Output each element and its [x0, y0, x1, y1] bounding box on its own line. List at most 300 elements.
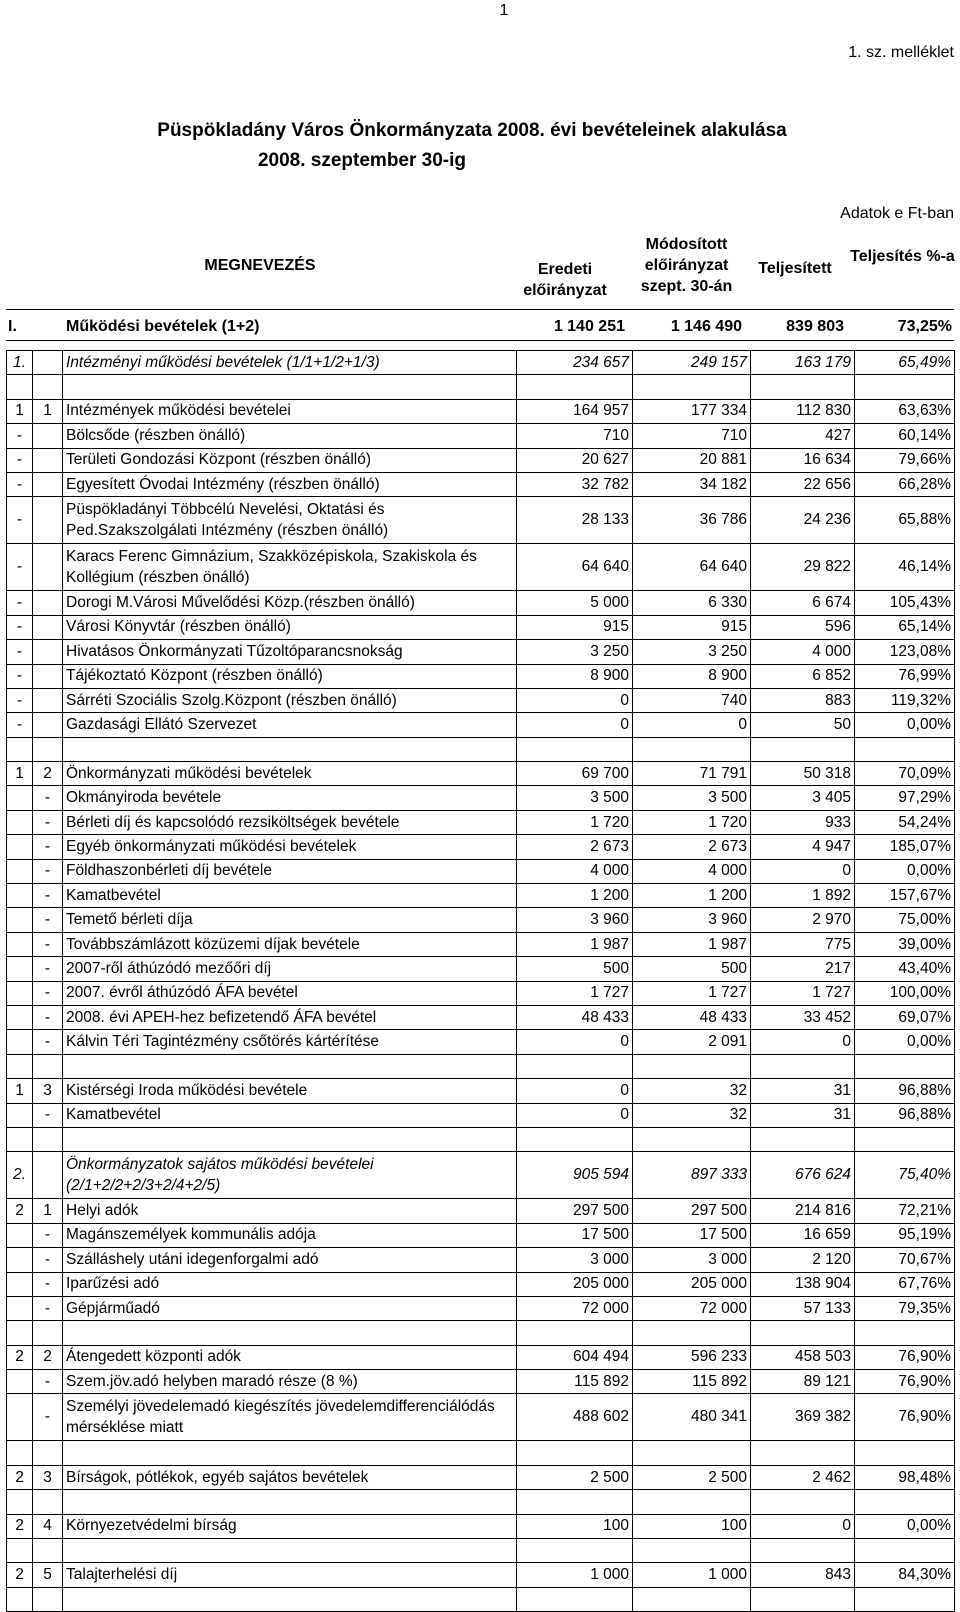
row-label: [63, 1490, 517, 1514]
row-original: 0: [517, 688, 633, 712]
row-percent: 76,90%: [855, 1370, 955, 1394]
row-fulfilled: 933: [751, 810, 855, 834]
section-percent: 73,25%: [897, 318, 952, 335]
row-index: 2: [7, 1199, 33, 1223]
row-label: Bölcsőde (részben önálló): [63, 424, 517, 448]
row-label: Kamatbevétel: [63, 1103, 517, 1127]
row-label: Szálláshely utáni idegenforgalmi adó: [63, 1248, 517, 1272]
row-modified: 17 500: [633, 1223, 751, 1247]
row-index: [7, 1127, 33, 1151]
row-percent: 65,88%: [855, 497, 955, 544]
row-fulfilled: 3 405: [751, 786, 855, 810]
row-label: Szem.jöv.adó helyben maradó része (8 %): [63, 1370, 517, 1394]
row-index: [7, 1321, 33, 1345]
row-fulfilled: 112 830: [751, 399, 855, 423]
row-fulfilled: 6 852: [751, 664, 855, 688]
row-fulfilled: [751, 1127, 855, 1151]
row-percent: 43,40%: [855, 957, 955, 981]
row-modified: 1 720: [633, 810, 751, 834]
row-modified: 100: [633, 1514, 751, 1538]
row-percent: 67,76%: [855, 1272, 955, 1296]
row-subindex: [33, 351, 63, 375]
row-modified: 177 334: [633, 399, 751, 423]
row-fulfilled: 33 452: [751, 1005, 855, 1029]
table-row: [7, 1030, 955, 1054]
row-index: 2: [7, 1514, 33, 1538]
table-row: [7, 1296, 955, 1320]
row-modified: 3 960: [633, 908, 751, 932]
row-label: Földhaszonbérleti díj bevétele: [63, 859, 517, 883]
row-modified: [633, 1054, 751, 1078]
row-modified: [633, 1539, 751, 1563]
row-index: -: [7, 664, 33, 688]
row-index: [7, 1272, 33, 1296]
row-modified: 32: [633, 1103, 751, 1127]
row-percent: 76,90%: [855, 1394, 955, 1441]
row-original: 0: [517, 1103, 633, 1127]
row-label: Kálvin Téri Tagintézmény csőtörés kártérítése: [63, 1030, 517, 1054]
row-modified: 36 786: [633, 497, 751, 544]
row-index: [7, 1030, 33, 1054]
row-label: Területi Gondozási Központ (részben önálló): [63, 448, 517, 472]
header-percent: Teljesítés %-a: [850, 248, 955, 265]
row-modified: 915: [633, 615, 751, 639]
row-subindex: -: [33, 932, 63, 956]
row-percent: 39,00%: [855, 932, 955, 956]
table-row: [7, 859, 955, 883]
row-index: [7, 375, 33, 399]
row-index: [7, 1005, 33, 1029]
revenue-table: [6, 350, 955, 1612]
row-index: -: [7, 448, 33, 472]
row-label: Bírságok, pótlékok, egyéb sajátos bevételek: [63, 1465, 517, 1489]
row-modified: [633, 1490, 751, 1514]
row-label: Intézmények működési bevételei: [63, 399, 517, 423]
row-original: 64 640: [517, 544, 633, 591]
row-original: 604 494: [517, 1345, 633, 1369]
row-index: [7, 1587, 33, 1611]
section-number: I.: [8, 318, 17, 335]
row-modified: 500: [633, 957, 751, 981]
row-fulfilled: 369 382: [751, 1394, 855, 1441]
row-index: 2: [7, 1465, 33, 1489]
row-modified: 115 892: [633, 1370, 751, 1394]
row-index: [7, 737, 33, 761]
row-fulfilled: 676 624: [751, 1152, 855, 1199]
table-row: [7, 615, 955, 639]
row-label: [63, 1321, 517, 1345]
row-percent: 0,00%: [855, 859, 955, 883]
row-index: [7, 1539, 33, 1563]
row-label: Iparűzési adó: [63, 1272, 517, 1296]
blank-row: [7, 1587, 955, 1611]
table-row: [7, 835, 955, 859]
row-percent: 84,30%: [855, 1563, 955, 1587]
row-label: [63, 375, 517, 399]
row-original: 1 720: [517, 810, 633, 834]
table-row: [7, 1514, 955, 1538]
row-subindex: [33, 472, 63, 496]
table-row: [7, 640, 955, 664]
row-label: [63, 1054, 517, 1078]
row-fulfilled: 163 179: [751, 351, 855, 375]
row-subindex: 1: [33, 399, 63, 423]
table-row: [7, 762, 955, 786]
table-row: [7, 981, 955, 1005]
row-percent: 0,00%: [855, 1030, 955, 1054]
row-modified: 3 250: [633, 640, 751, 664]
row-modified: 2 091: [633, 1030, 751, 1054]
row-fulfilled: 1 727: [751, 981, 855, 1005]
row-label: Önkormányzatok sajátos működési bevételei (2/1+2/2+2/3+2/4+2/5): [63, 1152, 517, 1199]
row-label: Intézményi működési bevételek (1/1+1/2+1/3): [63, 351, 517, 375]
row-subindex: -: [33, 981, 63, 1005]
table-row: [7, 810, 955, 834]
document-title: Püspökladány Város Önkormányzata 2008. évi bevételeinek alakulása: [157, 120, 787, 141]
row-index: [7, 932, 33, 956]
row-modified: 6 330: [633, 591, 751, 615]
row-subindex: -: [33, 1005, 63, 1029]
row-original: 500: [517, 957, 633, 981]
row-modified: 596 233: [633, 1345, 751, 1369]
row-subindex: -: [33, 1296, 63, 1320]
row-original: 297 500: [517, 1199, 633, 1223]
row-index: -: [7, 472, 33, 496]
row-label: [63, 1587, 517, 1611]
row-original: 1 987: [517, 932, 633, 956]
row-label: Magánszemélyek kommunális adója: [63, 1223, 517, 1247]
table-row: [7, 1345, 955, 1369]
row-index: -: [7, 615, 33, 639]
table-row: [7, 688, 955, 712]
row-modified: 897 333: [633, 1152, 751, 1199]
row-subindex: [33, 497, 63, 544]
row-original: 72 000: [517, 1296, 633, 1320]
row-index: [7, 1103, 33, 1127]
row-original: [517, 1490, 633, 1514]
header-rule: [6, 309, 954, 310]
row-modified: 8 900: [633, 664, 751, 688]
row-subindex: [33, 713, 63, 737]
row-modified: [633, 1321, 751, 1345]
row-subindex: [33, 448, 63, 472]
row-label: Továbbszámlázott közüzemi díjak bevétele: [63, 932, 517, 956]
table-row: [7, 1248, 955, 1272]
blank-row: [7, 1321, 955, 1345]
row-modified: 4 000: [633, 859, 751, 883]
row-index: -: [7, 713, 33, 737]
row-percent: [855, 1587, 955, 1611]
table-row: [7, 424, 955, 448]
row-fulfilled: 50: [751, 713, 855, 737]
row-fulfilled: 2 462: [751, 1465, 855, 1489]
row-fulfilled: 4 000: [751, 640, 855, 664]
row-modified: 740: [633, 688, 751, 712]
row-label: Önkormányzati működési bevételek: [63, 762, 517, 786]
row-percent: 66,28%: [855, 472, 955, 496]
row-label: 2007-ről áthúzódó mezőőri díj: [63, 957, 517, 981]
row-modified: 1 200: [633, 884, 751, 908]
row-label: Átengedett központi adók: [63, 1345, 517, 1369]
row-index: -: [7, 688, 33, 712]
row-modified: 72 000: [633, 1296, 751, 1320]
row-modified: 205 000: [633, 1272, 751, 1296]
row-fulfilled: 57 133: [751, 1296, 855, 1320]
row-subindex: [33, 615, 63, 639]
row-index: [7, 1441, 33, 1465]
row-label: Püspökladányi Többcélú Nevelési, Oktatási és Ped.Szakszolgálati Intézmény (részben önálló): [63, 497, 517, 544]
table-row: [7, 908, 955, 932]
row-fulfilled: 16 659: [751, 1223, 855, 1247]
row-original: 915: [517, 615, 633, 639]
row-index: -: [7, 497, 33, 544]
row-fulfilled: [751, 1490, 855, 1514]
row-fulfilled: 0: [751, 1514, 855, 1538]
row-original: 28 133: [517, 497, 633, 544]
row-original: 3 000: [517, 1248, 633, 1272]
row-fulfilled: [751, 737, 855, 761]
row-fulfilled: 4 947: [751, 835, 855, 859]
row-fulfilled: 883: [751, 688, 855, 712]
row-original: 0: [517, 713, 633, 737]
row-fulfilled: 29 822: [751, 544, 855, 591]
row-original: 8 900: [517, 664, 633, 688]
section-label: Működési bevételek (1+2): [66, 318, 260, 335]
row-original: 1 727: [517, 981, 633, 1005]
row-subindex: [33, 737, 63, 761]
row-fulfilled: 31: [751, 1079, 855, 1103]
row-subindex: 2: [33, 762, 63, 786]
table-row: [7, 1103, 955, 1127]
row-subindex: [33, 1321, 63, 1345]
row-modified: 71 791: [633, 762, 751, 786]
row-subindex: -: [33, 1030, 63, 1054]
row-label: Okmányiroda bevétele: [63, 786, 517, 810]
row-index: [7, 810, 33, 834]
row-percent: 100,00%: [855, 981, 955, 1005]
row-modified: 1 987: [633, 932, 751, 956]
row-label: Városi Könyvtár (részben önálló): [63, 615, 517, 639]
row-percent: [855, 1321, 955, 1345]
row-percent: [855, 1539, 955, 1563]
row-original: 2 500: [517, 1465, 633, 1489]
table-row: [7, 1272, 955, 1296]
table-row: [7, 713, 955, 737]
row-subindex: [33, 1587, 63, 1611]
row-fulfilled: 427: [751, 424, 855, 448]
row-index: [7, 1296, 33, 1320]
row-label: Egyéb önkormányzati működési bevételek: [63, 835, 517, 859]
row-subindex: [33, 375, 63, 399]
row-subindex: 5: [33, 1563, 63, 1587]
row-label: Hivatásos Önkormányzati Tűzoltóparancsnokság: [63, 640, 517, 664]
row-original: [517, 1587, 633, 1611]
row-original: 3 250: [517, 640, 633, 664]
row-subindex: -: [33, 859, 63, 883]
row-subindex: 3: [33, 1079, 63, 1103]
row-percent: 185,07%: [855, 835, 955, 859]
row-original: 1 200: [517, 884, 633, 908]
row-fulfilled: 214 816: [751, 1199, 855, 1223]
row-modified: 2 500: [633, 1465, 751, 1489]
row-index: -: [7, 544, 33, 591]
row-label: [63, 1441, 517, 1465]
row-percent: 72,21%: [855, 1199, 955, 1223]
table-row: [7, 497, 955, 544]
row-label: Kistérségi Iroda működési bevétele: [63, 1079, 517, 1103]
row-subindex: -: [33, 1103, 63, 1127]
row-modified: 3 000: [633, 1248, 751, 1272]
row-fulfilled: 217: [751, 957, 855, 981]
table-row: [7, 1223, 955, 1247]
blank-row: [7, 1490, 955, 1514]
table-row: [7, 448, 955, 472]
row-fulfilled: 2 970: [751, 908, 855, 932]
row-modified: 297 500: [633, 1199, 751, 1223]
table-row: [7, 664, 955, 688]
row-modified: 3 500: [633, 786, 751, 810]
row-label: Helyi adók: [63, 1199, 517, 1223]
row-label: Kamatbevétel: [63, 884, 517, 908]
row-fulfilled: 6 674: [751, 591, 855, 615]
table-row: [7, 786, 955, 810]
row-original: 2 673: [517, 835, 633, 859]
row-modified: [633, 1587, 751, 1611]
row-fulfilled: 843: [751, 1563, 855, 1587]
row-original: 234 657: [517, 351, 633, 375]
row-original: 3 960: [517, 908, 633, 932]
row-original: 5 000: [517, 591, 633, 615]
row-percent: 95,19%: [855, 1223, 955, 1247]
header-name: MEGNEVEZÉS: [204, 257, 316, 274]
table-row: [7, 1152, 955, 1199]
row-fulfilled: [751, 1587, 855, 1611]
row-percent: 70,09%: [855, 762, 955, 786]
row-original: 32 782: [517, 472, 633, 496]
row-subindex: -: [33, 835, 63, 859]
row-index: [7, 981, 33, 1005]
row-original: 3 500: [517, 786, 633, 810]
annex-label: 1. sz. melléklet: [848, 44, 954, 61]
row-percent: 79,66%: [855, 448, 955, 472]
row-original: 164 957: [517, 399, 633, 423]
row-subindex: -: [33, 1272, 63, 1296]
row-original: 0: [517, 1030, 633, 1054]
row-percent: 157,67%: [855, 884, 955, 908]
row-label: Temető bérleti díja: [63, 908, 517, 932]
row-subindex: [33, 1152, 63, 1199]
row-fulfilled: 1 892: [751, 884, 855, 908]
row-index: [7, 908, 33, 932]
section-modified: 1 146 490: [670, 318, 742, 335]
row-subindex: [33, 1054, 63, 1078]
row-percent: 119,32%: [855, 688, 955, 712]
row-percent: 54,24%: [855, 810, 955, 834]
row-original: [517, 1441, 633, 1465]
row-fulfilled: 16 634: [751, 448, 855, 472]
row-percent: 76,99%: [855, 664, 955, 688]
row-modified: 2 673: [633, 835, 751, 859]
row-percent: 96,88%: [855, 1079, 955, 1103]
row-modified: [633, 1127, 751, 1151]
unit-note: Adatok e Ft-ban: [840, 205, 954, 222]
row-original: 48 433: [517, 1005, 633, 1029]
row-percent: [855, 737, 955, 761]
row-original: [517, 375, 633, 399]
row-modified: [633, 1441, 751, 1465]
row-original: [517, 1539, 633, 1563]
row-subindex: [33, 1539, 63, 1563]
row-modified: 1 727: [633, 981, 751, 1005]
row-label: Sárréti Szociális Szolg.Központ (részben önálló): [63, 688, 517, 712]
row-index: [7, 957, 33, 981]
row-subindex: -: [33, 1394, 63, 1441]
row-original: 100: [517, 1514, 633, 1538]
row-label: Egyesített Óvodai Intézmény (részben önálló): [63, 472, 517, 496]
row-fulfilled: 0: [751, 859, 855, 883]
row-subindex: [33, 424, 63, 448]
row-index: [7, 786, 33, 810]
row-modified: 48 433: [633, 1005, 751, 1029]
blank-row: [7, 1441, 955, 1465]
table-row: [7, 1465, 955, 1489]
page-number: 1: [499, 2, 509, 19]
row-label: Karacs Ferenc Gimnázium, Szakközépiskola, Szakiskola és Kollégium (részben önálló): [63, 544, 517, 591]
row-subindex: -: [33, 1248, 63, 1272]
row-percent: [855, 1441, 955, 1465]
row-modified: 34 182: [633, 472, 751, 496]
table-row: [7, 1563, 955, 1587]
row-percent: 0,00%: [855, 713, 955, 737]
row-percent: 75,00%: [855, 908, 955, 932]
row-original: [517, 1127, 633, 1151]
row-index: [7, 1490, 33, 1514]
row-fulfilled: 2 120: [751, 1248, 855, 1272]
row-percent: [855, 1054, 955, 1078]
row-fulfilled: 31: [751, 1103, 855, 1127]
row-percent: 79,35%: [855, 1296, 955, 1320]
row-modified: 32: [633, 1079, 751, 1103]
row-original: 905 594: [517, 1152, 633, 1199]
row-modified: [633, 737, 751, 761]
row-index: [7, 1223, 33, 1247]
row-subindex: [33, 688, 63, 712]
row-index: [7, 1248, 33, 1272]
row-percent: 70,67%: [855, 1248, 955, 1272]
table-row: [7, 1199, 955, 1223]
table-row: [7, 399, 955, 423]
row-label: 2007. évről áthúzódó ÁFA bevétel: [63, 981, 517, 1005]
row-index: [7, 884, 33, 908]
table-row: [7, 1079, 955, 1103]
row-modified: 480 341: [633, 1394, 751, 1441]
row-index: [7, 1054, 33, 1078]
table-row: [7, 591, 955, 615]
row-subindex: [33, 591, 63, 615]
row-fulfilled: [751, 1441, 855, 1465]
row-original: 17 500: [517, 1223, 633, 1247]
row-original: [517, 737, 633, 761]
row-subindex: [33, 1127, 63, 1151]
row-percent: 46,14%: [855, 544, 955, 591]
row-percent: 98,48%: [855, 1465, 955, 1489]
row-percent: 60,14%: [855, 424, 955, 448]
table-row: [7, 957, 955, 981]
row-subindex: -: [33, 908, 63, 932]
row-modified: 1 000: [633, 1563, 751, 1587]
row-percent: 97,29%: [855, 786, 955, 810]
row-modified: [633, 375, 751, 399]
